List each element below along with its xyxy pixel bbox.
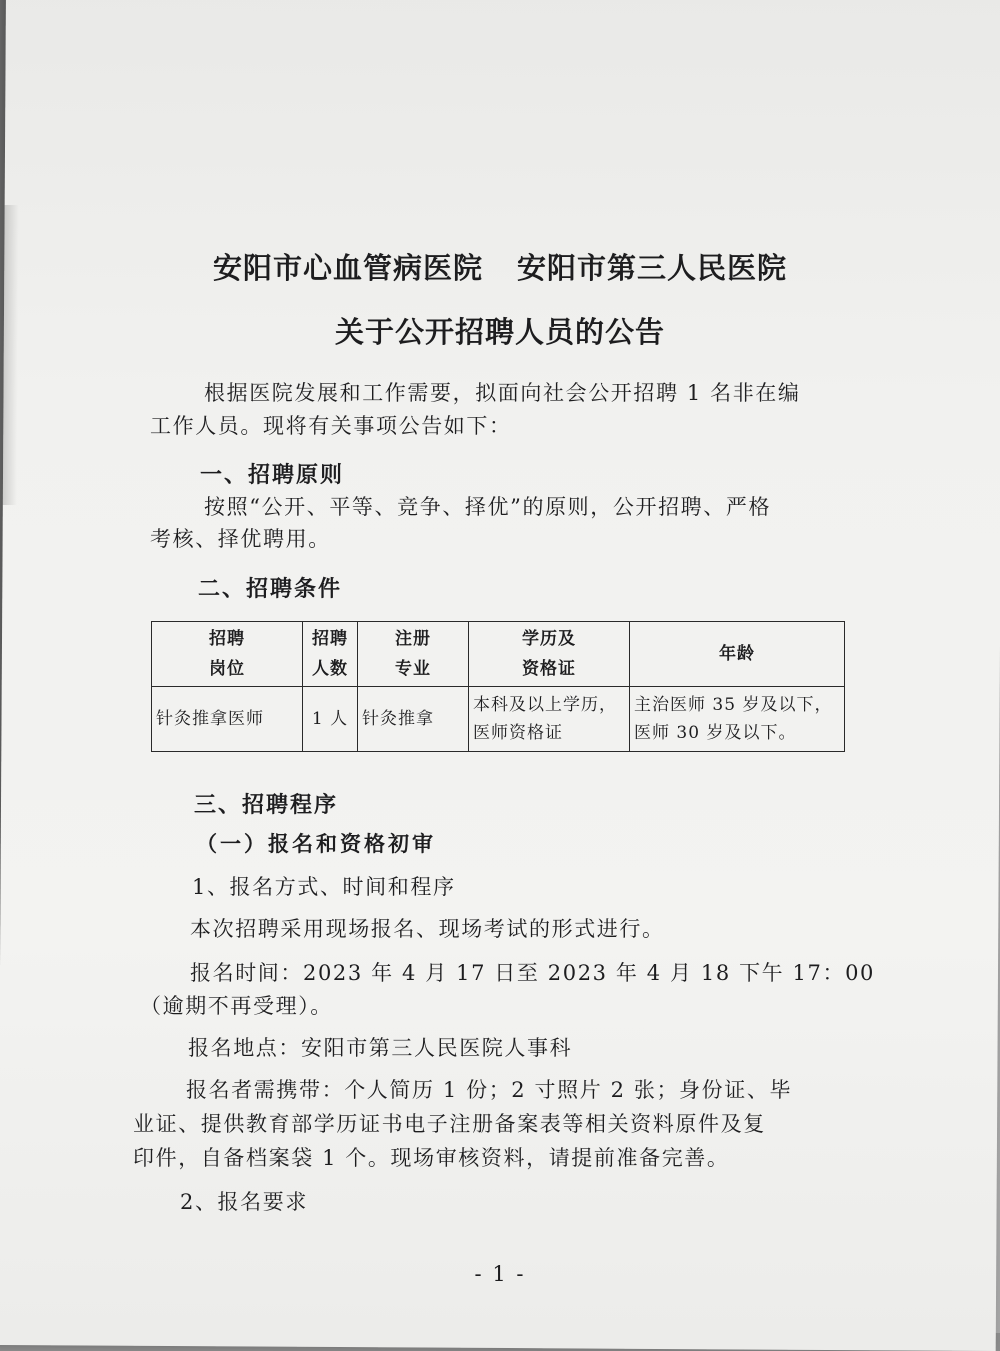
principle-line-1: 按照“公开、平等、竞争、择优”的原则，公开招聘、严格 (204, 495, 772, 519)
title-hospital-1: 安阳市心血管病医院 (212, 251, 483, 285)
section-heading-principle: 一、招聘原则 (200, 463, 345, 488)
header-count: 招聘 人数 (303, 622, 358, 687)
title-hospital-2: 安阳市第三人民医院 (517, 251, 788, 285)
time-line-2: （逾期不再受理）。 (140, 994, 333, 1018)
header-major: 注册 专业 (358, 622, 469, 687)
intro-line-2: 工作人员。现将有关事项公告如下： (150, 414, 512, 438)
method-line: 本次招聘采用现场报名、现场考试的形式进行。 (190, 917, 665, 941)
place-line: 报名地点：安阳市第三人民医院人事科 (188, 1036, 573, 1060)
header-education: 学历及 资格证 (469, 622, 630, 687)
bring-line-3: 印件，自备档案袋 1 个。现场审核资料，请提前准备完善。 (133, 1146, 730, 1170)
bring-line-2: 业证、提供教育部学历证书电子注册备案表等相关资料原件及复 (133, 1112, 766, 1136)
section-heading-procedure: 三、招聘程序 (194, 793, 339, 818)
cell-age: 主治医师 35 岁及以下， 医师 30 岁及以下。 (630, 687, 845, 752)
subsection-registration: （一）报名和资格初审 (196, 831, 436, 856)
document-title (0, 246, 1000, 287)
cell-education: 本科及以上学历， 医师资格证 (469, 687, 630, 752)
principle-line-2: 考核、择优聘用。 (150, 527, 331, 551)
bring-line-1: 报名者需携带：个人简历 1 份；2 寸照片 2 张；身份证、毕 (186, 1078, 793, 1102)
time-line-1: 报名时间：2023 年 4 月 17 日至 2023 年 4 月 18 下午 17：00 (190, 961, 875, 985)
item-registration-requirements: 2、报名要求 (180, 1190, 308, 1214)
document-subtitle: 关于公开招聘人员的公告 (334, 315, 665, 349)
section-heading-conditions: 二、招聘条件 (198, 577, 343, 602)
cell-count: 1 人 (303, 687, 358, 752)
cell-post: 针灸推拿医师 (152, 687, 303, 752)
recruitment-table (151, 621, 845, 752)
page-number: - 1 - (474, 1262, 526, 1286)
table-row (152, 687, 845, 752)
header-age: 年龄 (630, 622, 845, 687)
table-header-row (152, 622, 845, 687)
intro-line-1: 根据医院发展和工作需要，拟面向社会公开招聘 1 名非在编 (204, 381, 801, 405)
header-post: 招聘 岗位 (152, 622, 303, 687)
item-registration-method: 1、报名方式、时间和程序 (192, 875, 456, 899)
cell-major: 针灸推拿 (358, 687, 469, 752)
